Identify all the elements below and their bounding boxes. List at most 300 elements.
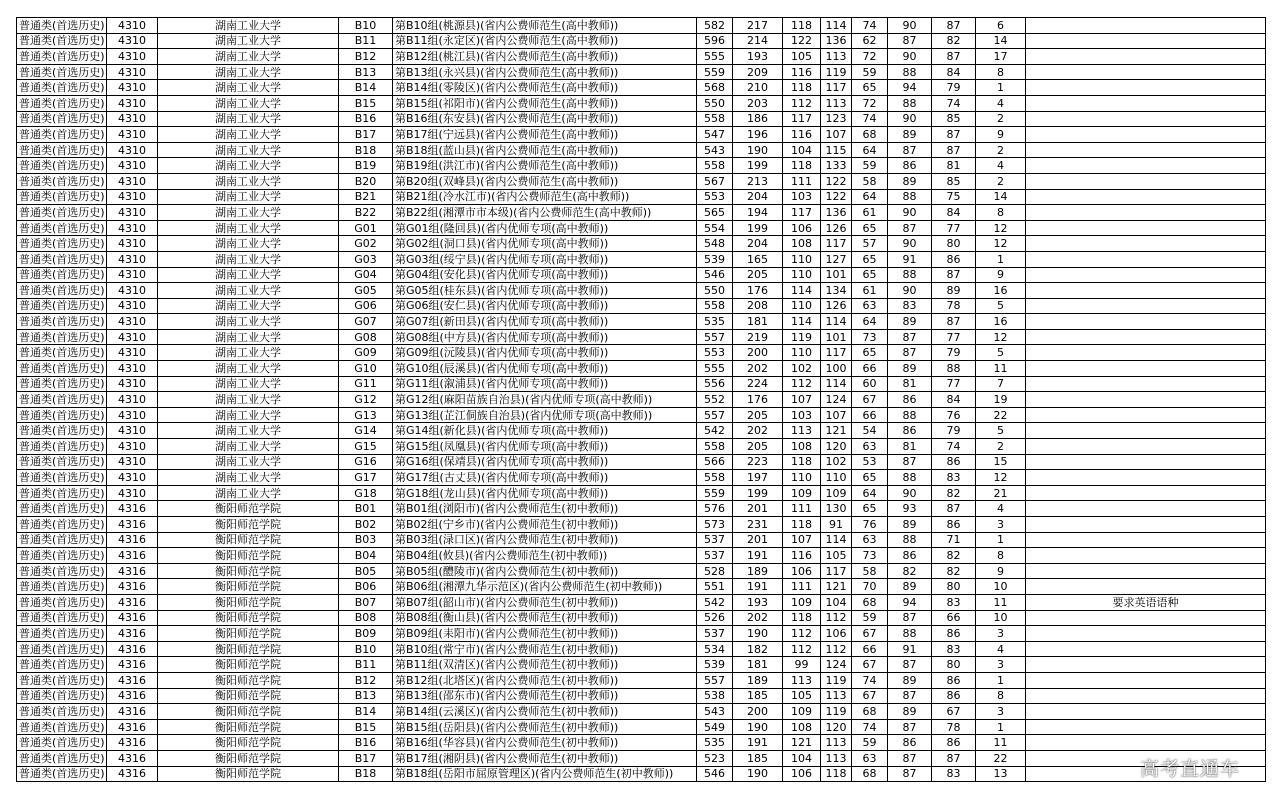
cell-group-code: B10 <box>339 641 393 657</box>
cell-chinese-score: 208 <box>733 298 783 314</box>
cell-school-name: 湖南工业大学 <box>158 111 339 127</box>
cell-english-score: 121 <box>821 579 852 595</box>
cell-math-score: 119 <box>783 329 821 345</box>
cell-rank-note: 8 <box>976 205 1026 221</box>
cell-school-name: 湖南工业大学 <box>158 470 339 486</box>
cell-school-code: 4310 <box>107 80 158 96</box>
cell-group-code: B05 <box>339 563 393 579</box>
cell-math-score: 110 <box>783 470 821 486</box>
cell-elective3-score: 77 <box>932 376 976 392</box>
cell-remark <box>1026 532 1266 548</box>
cell-english-score: 117 <box>821 236 852 252</box>
cell-math-score: 118 <box>783 454 821 470</box>
table-row <box>17 33 1266 49</box>
cell-english-score: 134 <box>821 283 852 299</box>
cell-group-name: 第B14组(零陵区)(省内公费师范生(高中教师)) <box>393 80 697 96</box>
cell-school-name: 衡阳师范学院 <box>158 548 339 564</box>
cell-elective1-score: 61 <box>852 205 888 221</box>
cell-elective1-score: 76 <box>852 517 888 533</box>
cell-elective1-score: 65 <box>852 345 888 361</box>
cell-min-score: 547 <box>697 127 733 143</box>
cell-min-score: 548 <box>697 236 733 252</box>
cell-category: 普通类(首选历史) <box>17 142 107 158</box>
cell-chinese-score: 194 <box>733 205 783 221</box>
cell-elective2-score: 86 <box>888 548 932 564</box>
table-row <box>17 517 1266 533</box>
cell-rank-note: 14 <box>976 33 1026 49</box>
cell-remark <box>1026 283 1266 299</box>
cell-math-score: 118 <box>783 158 821 174</box>
cell-rank-note: 1 <box>976 532 1026 548</box>
cell-category: 普通类(首选历史) <box>17 688 107 704</box>
cell-remark <box>1026 298 1266 314</box>
cell-math-score: 108 <box>783 719 821 735</box>
cell-min-score: 534 <box>697 641 733 657</box>
cell-math-score: 110 <box>783 267 821 283</box>
cell-remark <box>1026 33 1266 49</box>
cell-elective1-score: 65 <box>852 251 888 267</box>
cell-group-name: 第B01组(浏阳市)(省内公费师范生(初中教师)) <box>393 501 697 517</box>
cell-rank-note: 10 <box>976 610 1026 626</box>
cell-school-code: 4316 <box>107 610 158 626</box>
cell-remark <box>1026 688 1266 704</box>
cell-category: 普通类(首选历史) <box>17 532 107 548</box>
cell-remark <box>1026 64 1266 80</box>
cell-group-code: B02 <box>339 517 393 533</box>
table-row <box>17 251 1266 267</box>
cell-chinese-score: 191 <box>733 579 783 595</box>
cell-school-code: 4310 <box>107 423 158 439</box>
cell-min-score: 558 <box>697 470 733 486</box>
cell-remark <box>1026 548 1266 564</box>
cell-category: 普通类(首选历史) <box>17 49 107 65</box>
cell-chinese-score: 190 <box>733 142 783 158</box>
cell-min-score: 553 <box>697 345 733 361</box>
cell-remark <box>1026 205 1266 221</box>
cell-english-score: 136 <box>821 205 852 221</box>
cell-elective2-score: 83 <box>888 298 932 314</box>
cell-school-code: 4310 <box>107 127 158 143</box>
cell-chinese-score: 199 <box>733 485 783 501</box>
cell-school-name: 湖南工业大学 <box>158 376 339 392</box>
cell-remark <box>1026 470 1266 486</box>
cell-category: 普通类(首选历史) <box>17 454 107 470</box>
cell-elective2-score: 88 <box>888 532 932 548</box>
cell-english-score: 122 <box>821 173 852 189</box>
cell-elective2-score: 87 <box>888 142 932 158</box>
cell-group-name: 第B07组(韶山市)(省内公费师范生(初中教师)) <box>393 594 697 610</box>
cell-school-name: 湖南工业大学 <box>158 205 339 221</box>
cell-rank-note: 13 <box>976 766 1026 782</box>
cell-elective2-score: 88 <box>888 470 932 486</box>
cell-category: 普通类(首选历史) <box>17 298 107 314</box>
cell-english-score: 113 <box>821 688 852 704</box>
cell-chinese-score: 199 <box>733 158 783 174</box>
cell-math-score: 109 <box>783 594 821 610</box>
cell-elective2-score: 87 <box>888 610 932 626</box>
cell-chinese-score: 190 <box>733 719 783 735</box>
cell-english-score: 106 <box>821 626 852 642</box>
cell-elective2-score: 89 <box>888 361 932 377</box>
cell-group-code: B04 <box>339 548 393 564</box>
cell-group-name: 第G06组(安仁县)(省内优师专项(高中教师)) <box>393 298 697 314</box>
cell-school-name: 衡阳师范学院 <box>158 641 339 657</box>
cell-school-name: 湖南工业大学 <box>158 236 339 252</box>
table-row <box>17 392 1266 408</box>
cell-math-score: 107 <box>783 392 821 408</box>
cell-rank-note: 21 <box>976 485 1026 501</box>
cell-remark <box>1026 80 1266 96</box>
cell-elective2-score: 87 <box>888 719 932 735</box>
cell-elective2-score: 86 <box>888 423 932 439</box>
cell-school-name: 衡阳师范学院 <box>158 657 339 673</box>
cell-elective3-score: 84 <box>932 64 976 80</box>
cell-school-name: 衡阳师范学院 <box>158 626 339 642</box>
cell-elective2-score: 81 <box>888 376 932 392</box>
cell-elective3-score: 86 <box>932 626 976 642</box>
cell-min-score: 558 <box>697 439 733 455</box>
table-row <box>17 236 1266 252</box>
cell-elective3-score: 75 <box>932 189 976 205</box>
cell-chinese-score: 189 <box>733 563 783 579</box>
cell-elective3-score: 74 <box>932 439 976 455</box>
cell-school-code: 4310 <box>107 361 158 377</box>
cell-remark <box>1026 579 1266 595</box>
cell-chinese-score: 186 <box>733 111 783 127</box>
cell-elective2-score: 90 <box>888 283 932 299</box>
cell-chinese-score: 185 <box>733 688 783 704</box>
cell-elective3-score: 87 <box>932 267 976 283</box>
cell-group-code: G02 <box>339 236 393 252</box>
cell-group-code: B22 <box>339 205 393 221</box>
cell-category: 普通类(首选历史) <box>17 33 107 49</box>
cell-elective3-score: 86 <box>932 454 976 470</box>
cell-chinese-score: 203 <box>733 95 783 111</box>
cell-math-score: 122 <box>783 33 821 49</box>
cell-elective1-score: 65 <box>852 80 888 96</box>
cell-rank-note: 4 <box>976 501 1026 517</box>
cell-school-name: 衡阳师范学院 <box>158 532 339 548</box>
cell-school-name: 湖南工业大学 <box>158 283 339 299</box>
table-row <box>17 127 1266 143</box>
cell-remark <box>1026 517 1266 533</box>
cell-group-name: 第B15组(祁阳市)(省内公费师范生(高中教师)) <box>393 95 697 111</box>
cell-elective3-score: 78 <box>932 719 976 735</box>
table-row <box>17 283 1266 299</box>
cell-remark <box>1026 173 1266 189</box>
cell-group-code: B12 <box>339 49 393 65</box>
cell-group-code: G18 <box>339 485 393 501</box>
cell-category: 普通类(首选历史) <box>17 501 107 517</box>
cell-school-code: 4316 <box>107 626 158 642</box>
cell-elective2-score: 89 <box>888 579 932 595</box>
cell-english-score: 112 <box>821 641 852 657</box>
cell-elective2-score: 89 <box>888 517 932 533</box>
cell-chinese-score: 219 <box>733 329 783 345</box>
cell-rank-note: 8 <box>976 64 1026 80</box>
cell-school-name: 湖南工业大学 <box>158 361 339 377</box>
cell-school-code: 4310 <box>107 189 158 205</box>
cell-math-score: 116 <box>783 127 821 143</box>
cell-min-score: 550 <box>697 95 733 111</box>
cell-school-code: 4316 <box>107 719 158 735</box>
cell-english-score: 117 <box>821 80 852 96</box>
cell-elective2-score: 87 <box>888 750 932 766</box>
cell-math-score: 110 <box>783 298 821 314</box>
cell-elective1-score: 63 <box>852 439 888 455</box>
cell-elective3-score: 67 <box>932 704 976 720</box>
cell-elective1-score: 72 <box>852 95 888 111</box>
cell-chinese-score: 200 <box>733 704 783 720</box>
cell-rank-note: 22 <box>976 750 1026 766</box>
cell-english-score: 107 <box>821 407 852 423</box>
cell-elective1-score: 74 <box>852 719 888 735</box>
cell-chinese-score: 213 <box>733 173 783 189</box>
cell-elective3-score: 79 <box>932 345 976 361</box>
cell-category: 普通类(首选历史) <box>17 594 107 610</box>
cell-group-name: 第B16组(东安县)(省内公费师范生(高中教师)) <box>393 111 697 127</box>
cell-remark <box>1026 267 1266 283</box>
cell-min-score: 566 <box>697 454 733 470</box>
cell-elective3-score: 83 <box>932 594 976 610</box>
cell-elective3-score: 78 <box>932 298 976 314</box>
cell-english-score: 119 <box>821 704 852 720</box>
cell-elective1-score: 74 <box>852 111 888 127</box>
cell-category: 普通类(首选历史) <box>17 283 107 299</box>
cell-math-score: 121 <box>783 735 821 751</box>
table-row <box>17 657 1266 673</box>
cell-school-name: 湖南工业大学 <box>158 80 339 96</box>
cell-elective1-score: 59 <box>852 158 888 174</box>
cell-elective2-score: 87 <box>888 329 932 345</box>
cell-rank-note: 6 <box>976 18 1026 34</box>
cell-group-code: B11 <box>339 33 393 49</box>
cell-category: 普通类(首选历史) <box>17 517 107 533</box>
cell-elective2-score: 87 <box>888 766 932 782</box>
cell-group-name: 第G03组(绥宁县)(省内优师专项(高中教师)) <box>393 251 697 267</box>
cell-group-code: G07 <box>339 314 393 330</box>
cell-elective3-score: 87 <box>932 314 976 330</box>
cell-math-score: 116 <box>783 64 821 80</box>
cell-math-score: 108 <box>783 439 821 455</box>
cell-elective1-score: 72 <box>852 49 888 65</box>
cell-group-code: B13 <box>339 688 393 704</box>
cell-rank-note: 5 <box>976 423 1026 439</box>
cell-remark <box>1026 376 1266 392</box>
cell-category: 普通类(首选历史) <box>17 158 107 174</box>
cell-math-score: 107 <box>783 532 821 548</box>
cell-school-code: 4310 <box>107 329 158 345</box>
cell-group-name: 第B11组(双清区)(省内公费师范生(初中教师)) <box>393 657 697 673</box>
cell-elective2-score: 86 <box>888 392 932 408</box>
cell-group-code: B07 <box>339 594 393 610</box>
cell-group-code: G16 <box>339 454 393 470</box>
cell-category: 普通类(首选历史) <box>17 18 107 34</box>
cell-school-name: 湖南工业大学 <box>158 298 339 314</box>
cell-school-name: 衡阳师范学院 <box>158 610 339 626</box>
cell-chinese-score: 231 <box>733 517 783 533</box>
cell-min-score: 555 <box>697 49 733 65</box>
cell-english-score: 107 <box>821 127 852 143</box>
cell-math-score: 106 <box>783 766 821 782</box>
cell-elective1-score: 68 <box>852 704 888 720</box>
cell-category: 普通类(首选历史) <box>17 189 107 205</box>
cell-group-code: G01 <box>339 220 393 236</box>
cell-chinese-score: 210 <box>733 80 783 96</box>
cell-group-code: G05 <box>339 283 393 299</box>
cell-rank-note: 7 <box>976 376 1026 392</box>
cell-group-name: 第B13组(邵东市)(省内公费师范生(初中教师)) <box>393 688 697 704</box>
cell-remark <box>1026 439 1266 455</box>
cell-elective1-score: 74 <box>852 18 888 34</box>
cell-rank-note: 4 <box>976 641 1026 657</box>
cell-category: 普通类(首选历史) <box>17 392 107 408</box>
cell-group-name: 第G17组(古丈县)(省内优师专项(高中教师)) <box>393 470 697 486</box>
cell-chinese-score: 181 <box>733 657 783 673</box>
cell-school-name: 衡阳师范学院 <box>158 563 339 579</box>
cell-elective1-score: 73 <box>852 548 888 564</box>
cell-english-score: 113 <box>821 735 852 751</box>
cell-min-score: 558 <box>697 298 733 314</box>
cell-elective2-score: 89 <box>888 672 932 688</box>
cell-elective3-score: 86 <box>932 251 976 267</box>
table-row <box>17 18 1266 34</box>
cell-remark <box>1026 407 1266 423</box>
cell-rank-note: 12 <box>976 236 1026 252</box>
cell-english-score: 115 <box>821 142 852 158</box>
cell-rank-note: 1 <box>976 719 1026 735</box>
cell-elective2-score: 89 <box>888 314 932 330</box>
cell-elective2-score: 90 <box>888 18 932 34</box>
cell-elective3-score: 85 <box>932 173 976 189</box>
cell-elective3-score: 79 <box>932 80 976 96</box>
cell-math-score: 111 <box>783 501 821 517</box>
table-row <box>17 220 1266 236</box>
cell-school-code: 4316 <box>107 657 158 673</box>
cell-elective2-score: 93 <box>888 501 932 517</box>
cell-group-code: G11 <box>339 376 393 392</box>
cell-remark <box>1026 329 1266 345</box>
cell-math-score: 102 <box>783 361 821 377</box>
cell-elective2-score: 94 <box>888 80 932 96</box>
cell-group-name: 第G11组(溆浦县)(省内优师专项(高中教师)) <box>393 376 697 392</box>
cell-elective1-score: 64 <box>852 189 888 205</box>
cell-remark <box>1026 158 1266 174</box>
cell-remark <box>1026 563 1266 579</box>
cell-school-name: 衡阳师范学院 <box>158 688 339 704</box>
cell-group-code: B15 <box>339 95 393 111</box>
cell-group-name: 第B03组(渌口区)(省内公费师范生(初中教师)) <box>393 532 697 548</box>
cell-group-code: B14 <box>339 80 393 96</box>
cell-english-score: 130 <box>821 501 852 517</box>
cell-rank-note: 3 <box>976 517 1026 533</box>
watermark: 高考直通车 <box>1140 758 1241 780</box>
cell-school-name: 湖南工业大学 <box>158 189 339 205</box>
cell-school-name: 湖南工业大学 <box>158 267 339 283</box>
cell-math-score: 112 <box>783 641 821 657</box>
table-row <box>17 485 1266 501</box>
cell-math-score: 116 <box>783 548 821 564</box>
table-row <box>17 594 1266 610</box>
cell-school-code: 4310 <box>107 251 158 267</box>
cell-min-score: 546 <box>697 766 733 782</box>
cell-category: 普通类(首选历史) <box>17 220 107 236</box>
cell-english-score: 133 <box>821 158 852 174</box>
cell-group-name: 第G13组(芷江侗族自治县)(省内优师专项(高中教师)) <box>393 407 697 423</box>
cell-group-code: B18 <box>339 766 393 782</box>
cell-remark <box>1026 626 1266 642</box>
cell-school-code: 4316 <box>107 672 158 688</box>
cell-group-name: 第B20组(双峰县)(省内公费师范生(高中教师)) <box>393 173 697 189</box>
cell-min-score: 565 <box>697 205 733 221</box>
cell-group-code: B01 <box>339 501 393 517</box>
cell-school-name: 湖南工业大学 <box>158 454 339 470</box>
cell-group-code: B17 <box>339 127 393 143</box>
cell-english-score: 113 <box>821 49 852 65</box>
table-row <box>17 64 1266 80</box>
cell-elective3-score: 77 <box>932 329 976 345</box>
cell-elective3-score: 87 <box>932 49 976 65</box>
cell-elective1-score: 67 <box>852 626 888 642</box>
cell-school-code: 4310 <box>107 220 158 236</box>
cell-elective3-score: 82 <box>932 33 976 49</box>
cell-math-score: 108 <box>783 236 821 252</box>
cell-elective2-score: 88 <box>888 64 932 80</box>
cell-min-score: 596 <box>697 33 733 49</box>
cell-elective2-score: 88 <box>888 267 932 283</box>
cell-group-code: G17 <box>339 470 393 486</box>
cell-category: 普通类(首选历史) <box>17 345 107 361</box>
cell-rank-note: 12 <box>976 220 1026 236</box>
cell-chinese-score: 176 <box>733 392 783 408</box>
cell-min-score: 557 <box>697 672 733 688</box>
cell-chinese-score: 223 <box>733 454 783 470</box>
cell-english-score: 124 <box>821 657 852 673</box>
table-row <box>17 501 1266 517</box>
cell-group-code: B11 <box>339 657 393 673</box>
cell-school-code: 4316 <box>107 641 158 657</box>
cell-category: 普通类(首选历史) <box>17 205 107 221</box>
cell-category: 普通类(首选历史) <box>17 236 107 252</box>
cell-rank-note: 19 <box>976 392 1026 408</box>
cell-elective1-score: 58 <box>852 173 888 189</box>
cell-category: 普通类(首选历史) <box>17 563 107 579</box>
cell-category: 普通类(首选历史) <box>17 251 107 267</box>
cell-school-code: 4316 <box>107 688 158 704</box>
cell-school-code: 4316 <box>107 735 158 751</box>
cell-math-score: 117 <box>783 111 821 127</box>
cell-group-name: 第B16组(华容县)(省内公费师范生(初中教师)) <box>393 735 697 751</box>
cell-english-score: 105 <box>821 548 852 564</box>
cell-chinese-score: 214 <box>733 33 783 49</box>
cell-group-name: 第B10组(桃源县)(省内公费师范生(高中教师)) <box>393 18 697 34</box>
cell-min-score: 551 <box>697 579 733 595</box>
cell-rank-note: 4 <box>976 158 1026 174</box>
table-row <box>17 688 1266 704</box>
cell-school-code: 4310 <box>107 298 158 314</box>
cell-category: 普通类(首选历史) <box>17 672 107 688</box>
cell-elective1-score: 67 <box>852 657 888 673</box>
cell-group-code: B21 <box>339 189 393 205</box>
cell-rank-note: 2 <box>976 111 1026 127</box>
cell-min-score: 537 <box>697 532 733 548</box>
cell-group-code: B20 <box>339 173 393 189</box>
cell-elective1-score: 60 <box>852 376 888 392</box>
cell-category: 普通类(首选历史) <box>17 470 107 486</box>
cell-group-name: 第B12组(北塔区)(省内公费师范生(初中教师)) <box>393 672 697 688</box>
cell-elective3-score: 81 <box>932 158 976 174</box>
table-row <box>17 80 1266 96</box>
